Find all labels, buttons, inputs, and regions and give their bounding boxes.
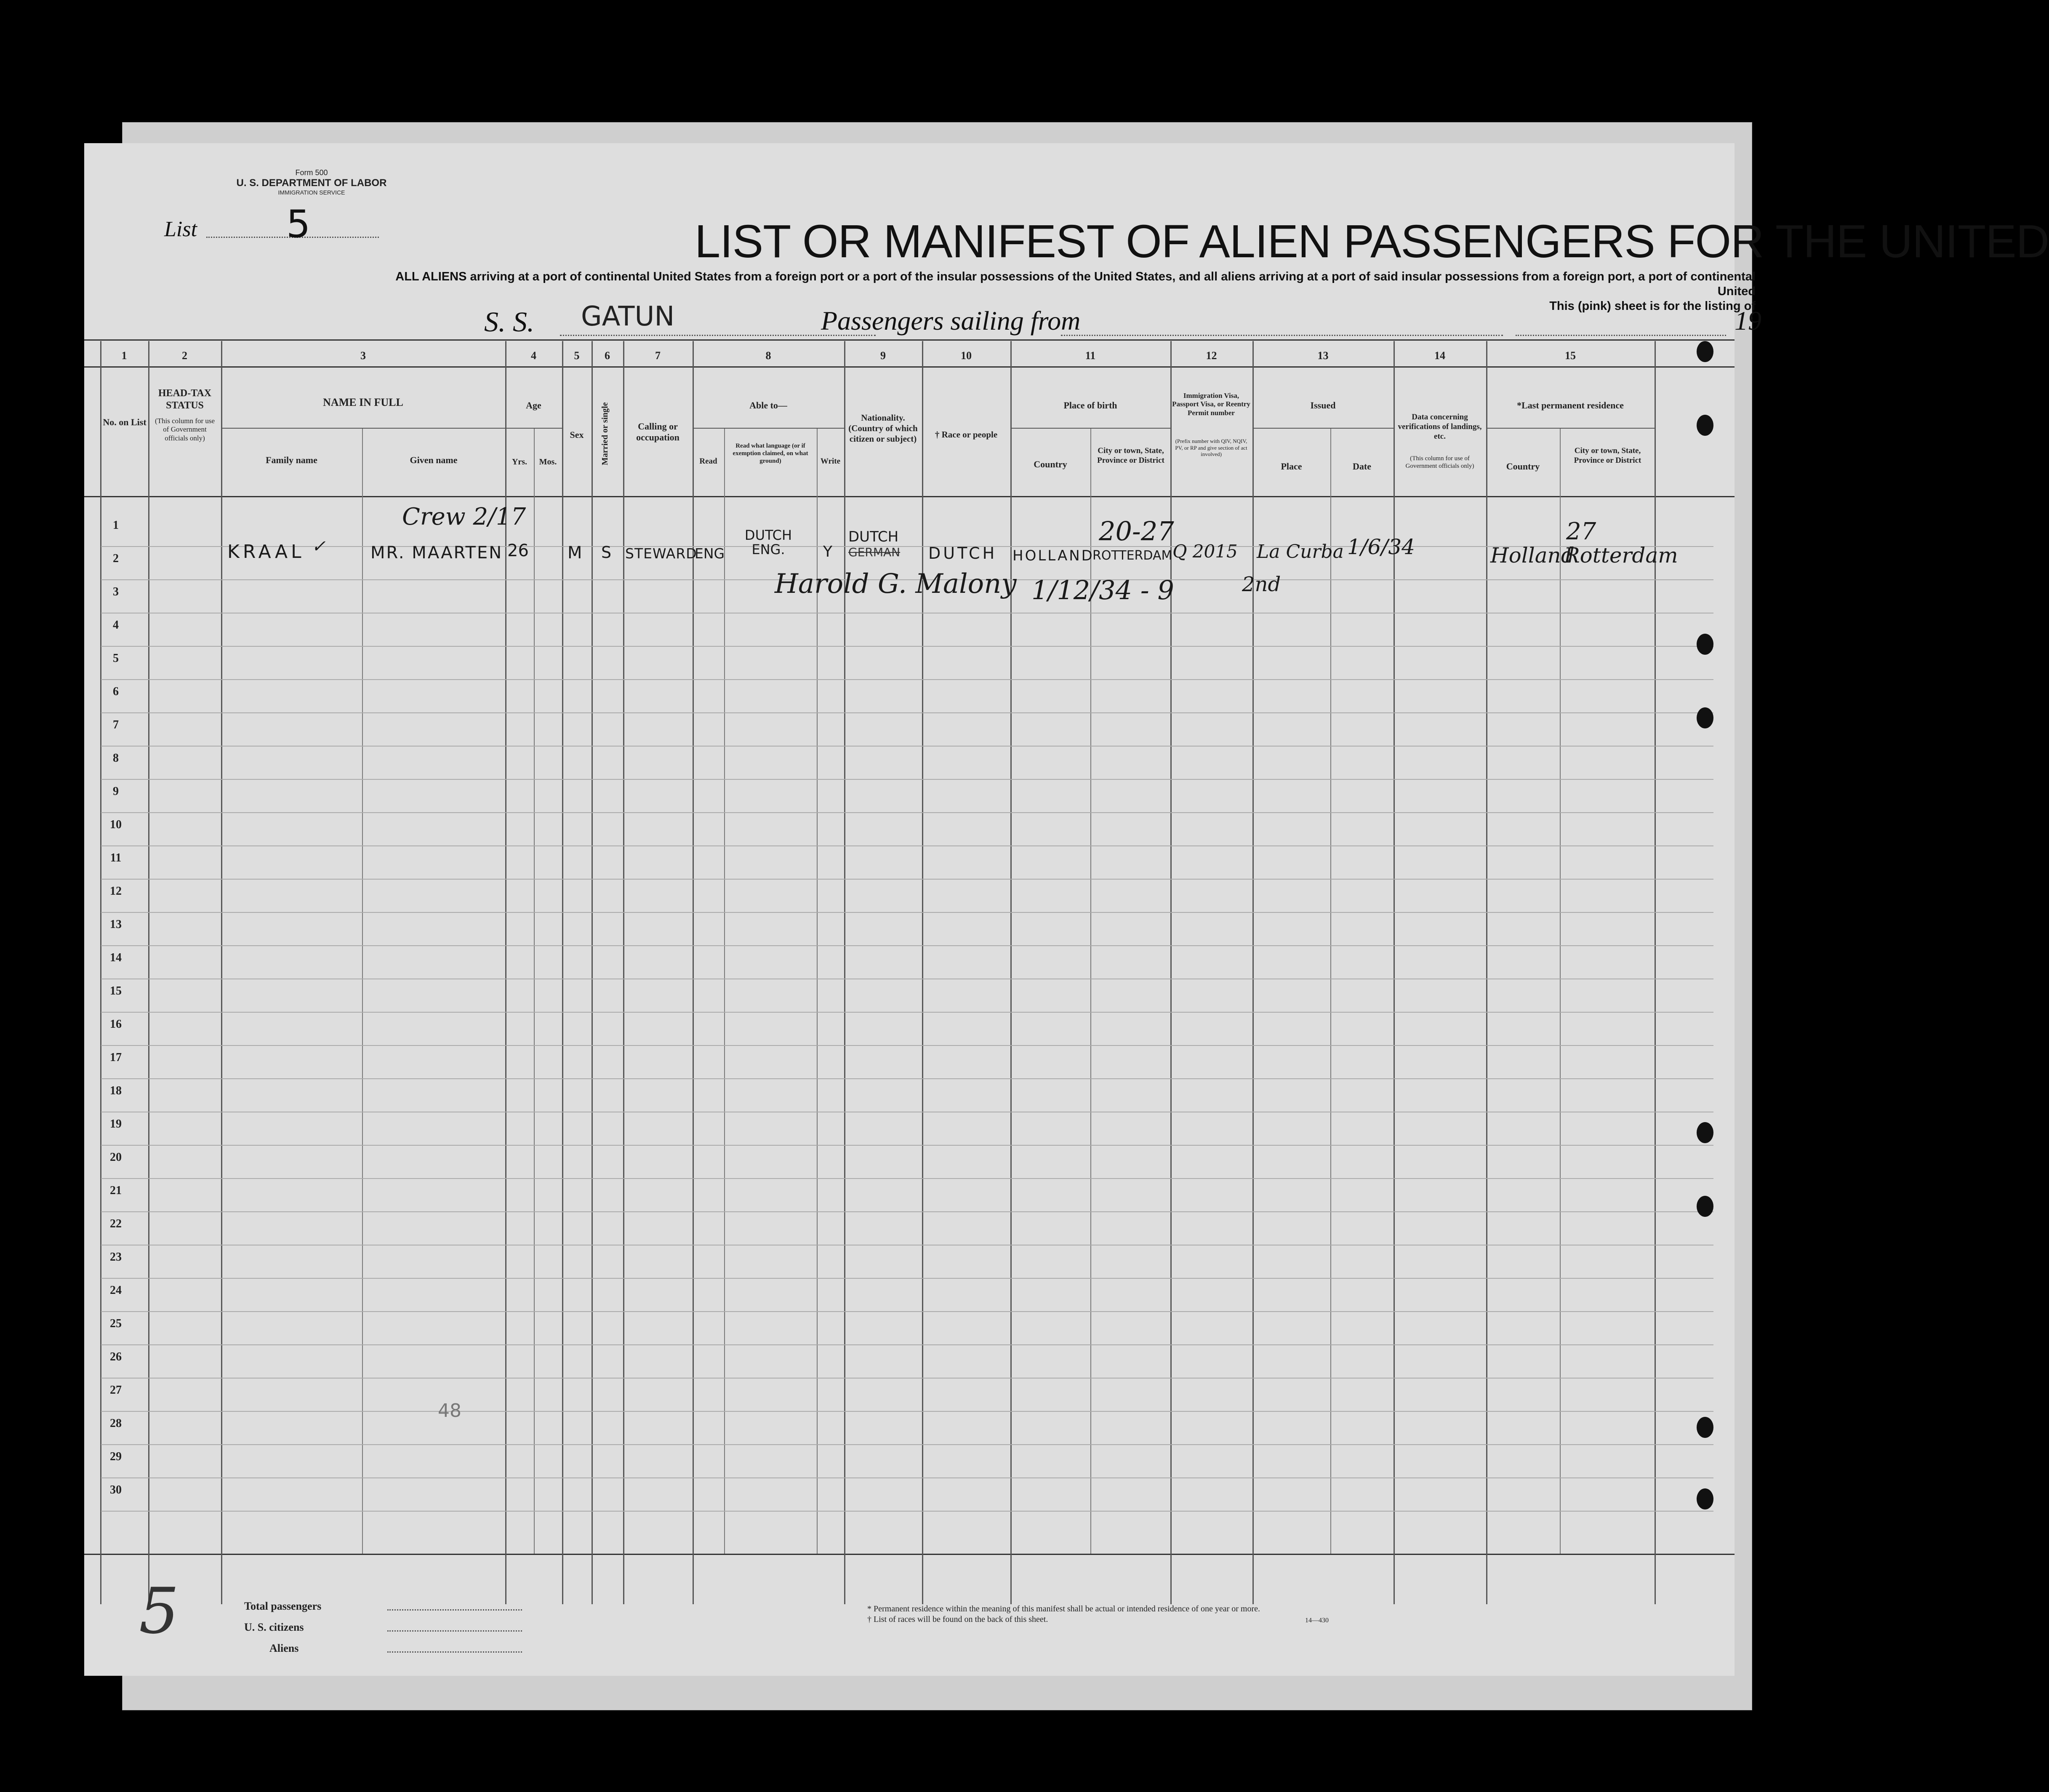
- header-residence-country: Country: [1506, 461, 1540, 472]
- entry-birth-note: 20-27: [1099, 516, 1174, 547]
- header-age: Age: [526, 400, 541, 411]
- footer-aliens-label: Aliens: [269, 1642, 299, 1654]
- footer-citizens-label: U. S. citizens: [244, 1621, 304, 1633]
- form-number: Form 500: [295, 168, 328, 177]
- col-rule: [724, 428, 725, 1554]
- entry-nationality: DUTCH: [848, 528, 899, 545]
- row-line: [101, 1444, 1713, 1445]
- colnum: 8: [765, 349, 771, 362]
- col-rule: [592, 341, 593, 1604]
- col-rule: [1394, 341, 1395, 1604]
- row-number: 23: [110, 1251, 122, 1264]
- col-rule: [1010, 341, 1012, 1604]
- col-rule: [1330, 428, 1331, 1554]
- row-line: [101, 679, 1713, 680]
- row-number: 29: [110, 1450, 122, 1463]
- col-rule: [1560, 428, 1561, 1554]
- entry-visa: Q 2015: [1172, 541, 1238, 562]
- row-line: [101, 1045, 1713, 1046]
- footer-total-label: Total passengers: [244, 1600, 322, 1612]
- colnum: 15: [1565, 349, 1576, 362]
- footer-aliens-line: [387, 1651, 522, 1653]
- row-number: 17: [110, 1051, 122, 1064]
- row-number: 5: [113, 652, 119, 665]
- header-nationality: Nationality. (Country of which citizen or subject): [848, 413, 918, 444]
- sailing-label: Passengers sailing from: [821, 306, 1081, 336]
- row-line: [101, 912, 1713, 913]
- margin-mark: 5: [139, 1575, 179, 1648]
- header-landings: Data concerning verifications of landings, etc.: [1398, 413, 1482, 441]
- row-number: 22: [110, 1217, 122, 1230]
- row-line: [101, 1477, 1713, 1478]
- table-grid: [84, 143, 1735, 1676]
- colnum: 13: [1317, 349, 1329, 362]
- footer-form-code: 14—430: [1305, 1617, 1329, 1624]
- entry-family-name: KRAAL: [227, 541, 305, 563]
- row-number: 1: [113, 519, 119, 532]
- header-visa-note: (Prefix number with QIV, NQIV, PV, or RP and give section of act involved): [1175, 438, 1247, 458]
- header-issued-date: Date: [1353, 461, 1371, 472]
- row-line: [101, 1278, 1713, 1279]
- col-rule: [505, 341, 506, 1604]
- col-rule: [562, 341, 563, 1604]
- header-head-tax-note: (This column for use of Government officials only): [155, 417, 215, 442]
- header-head-tax: HEAD-TAX STATUS: [158, 388, 212, 411]
- footer-citizens-line: [387, 1630, 522, 1632]
- row-line: [101, 1411, 1713, 1412]
- header-name-in-full: NAME IN FULL: [323, 396, 403, 408]
- row-number: 14: [110, 951, 122, 964]
- able-sub-rule: [693, 428, 844, 429]
- row-line: [101, 1078, 1713, 1079]
- entry-age: 26: [507, 541, 529, 560]
- row-number: 3: [113, 585, 119, 598]
- header-yrs: Yrs.: [512, 457, 528, 467]
- colnum: 7: [655, 349, 661, 362]
- entry-marital: S: [601, 543, 612, 562]
- entry-given-name: MR. MAARTEN: [370, 543, 503, 563]
- row-number: 30: [110, 1483, 122, 1496]
- col-rule: [362, 428, 363, 1554]
- table-top-rule: [84, 339, 1735, 341]
- header-mos: Mos.: [539, 457, 557, 467]
- row-number: 10: [110, 818, 122, 831]
- col-rule: [844, 341, 845, 1604]
- entry-birth-country: HOLLAND: [1013, 547, 1094, 564]
- row-number: 18: [110, 1084, 122, 1097]
- col-rule: [1486, 341, 1487, 1604]
- colnum: 11: [1085, 349, 1096, 362]
- signature-suffix: 2nd: [1242, 573, 1281, 596]
- row-number: 27: [110, 1384, 122, 1397]
- col-rule: [623, 341, 624, 1604]
- row-line: [101, 1012, 1713, 1013]
- entry-write: Y: [823, 543, 832, 560]
- row-number: 20: [110, 1151, 122, 1164]
- issued-sub-rule: [1252, 428, 1394, 429]
- row-line: [101, 779, 1713, 780]
- row-line: [101, 812, 1713, 813]
- row-line: [101, 1344, 1713, 1345]
- colnum: 14: [1434, 349, 1445, 362]
- entry-birth-city: ROTTERDAM: [1092, 548, 1172, 563]
- binder-hole: [1697, 634, 1713, 655]
- footnote-residence: * Permanent residence within the meaning of this manifest shall be actual or intended residence of one year or more.: [867, 1604, 1260, 1613]
- header-sex: Sex: [570, 429, 584, 440]
- entry-race: DUTCH: [928, 544, 997, 563]
- row-line: [101, 712, 1713, 713]
- entry-read: ENG: [695, 545, 725, 562]
- entry-crew-note: Crew 2/17: [402, 503, 526, 531]
- col-rule: [1655, 341, 1656, 1604]
- colnum: 9: [880, 349, 886, 362]
- binder-hole: [1697, 707, 1713, 728]
- row-number: 21: [110, 1184, 122, 1197]
- entry-residence-city: Rotterdam: [1564, 543, 1678, 568]
- year-label: 19: [1735, 306, 1761, 336]
- col-rule: [148, 341, 149, 1604]
- colnum: 1: [121, 349, 127, 362]
- row-line: [101, 845, 1713, 846]
- row-number: 26: [110, 1350, 122, 1363]
- col-rule: [534, 428, 535, 1554]
- row-line: [101, 546, 1713, 547]
- row-number: 16: [110, 1018, 122, 1031]
- row-line: [101, 879, 1713, 880]
- binder-hole: [1697, 415, 1713, 436]
- row-number: 4: [113, 619, 119, 632]
- list-label: List: [164, 217, 197, 241]
- entry-check-mark: ✓: [312, 537, 326, 556]
- header-family-name: Family name: [266, 455, 317, 465]
- row-number: 2: [113, 552, 119, 565]
- entry-occupation: STEWARD: [625, 545, 697, 562]
- manifest-sheet: [84, 143, 2049, 1676]
- ship-name: GATUN: [581, 301, 675, 332]
- signature-date: 1/12/34 - 9: [1031, 575, 1174, 605]
- list-number: 5: [286, 202, 311, 246]
- row-line: [101, 1145, 1713, 1146]
- department: U. S. DEPARTMENT OF LABOR: [236, 177, 387, 189]
- binder-hole: [1697, 341, 1713, 362]
- header-given-name: Given name: [410, 455, 458, 465]
- officer-signature: Harold G. Malony: [775, 568, 1017, 600]
- page-title: LIST OR MANIFEST OF ALIEN PASSENGERS FOR THE UNITED: [695, 216, 2049, 267]
- header-write: Write: [820, 457, 841, 466]
- binder-hole: [1697, 1122, 1713, 1143]
- header-issued: Issued: [1310, 400, 1336, 411]
- name-sub-rule: [221, 428, 505, 429]
- row-number: 28: [110, 1417, 122, 1430]
- birth-sub-rule: [1010, 428, 1170, 429]
- service: IMMIGRATION SERVICE: [278, 189, 345, 196]
- footnote-races: † List of races will be found on the back of this sheet.: [867, 1615, 1048, 1624]
- col-rule: [693, 341, 694, 1604]
- colnum: 6: [605, 349, 610, 362]
- colnum: 10: [961, 349, 972, 362]
- entry-read-language: DUTCH ENG.: [744, 527, 792, 557]
- header-last-residence: *Last permanent residence: [1517, 400, 1624, 411]
- colnum: 4: [531, 349, 536, 362]
- header-calling: Calling or occupation: [636, 421, 679, 443]
- row-line: [101, 1511, 1713, 1512]
- row-number: 8: [113, 752, 119, 765]
- row-line: [101, 1311, 1713, 1312]
- row-number: 15: [110, 984, 122, 997]
- entry-issued-date: 1/6/34: [1347, 535, 1415, 559]
- binder-hole: [1697, 1417, 1713, 1438]
- header-visa: Immigration Visa, Passport Visa, or Reentry Permit number: [1172, 392, 1250, 417]
- colnum: 2: [182, 349, 187, 362]
- binder-hole: [1697, 1488, 1713, 1509]
- ship-label: S. S.: [484, 306, 534, 338]
- residence-sub-rule: [1486, 428, 1655, 429]
- header-race: † Race or people: [935, 429, 998, 440]
- row-number: 13: [110, 918, 122, 931]
- age-sub-rule: [505, 428, 562, 429]
- row-number: 7: [113, 718, 119, 731]
- entry-sex: M: [568, 543, 582, 563]
- row-number: 19: [110, 1117, 122, 1131]
- row-line: [101, 1211, 1713, 1212]
- header-married: Married or single: [600, 402, 610, 465]
- row-line: [101, 1378, 1713, 1379]
- entry-issued-place: La Curba: [1257, 541, 1344, 563]
- subtitle-line-2: This (pink) sheet is for the listing of: [1549, 299, 1756, 313]
- row-line: [101, 646, 1713, 647]
- header-read: Read: [699, 457, 717, 466]
- row-line: [101, 1178, 1713, 1179]
- header-landings-note: (This column for use of Government officials only): [1405, 455, 1474, 469]
- row-number: 11: [110, 851, 122, 864]
- header-birth-city: City or town, State, Province or District: [1097, 446, 1164, 465]
- binder-hole: [1697, 1196, 1713, 1217]
- entry-residence-country: Holland: [1490, 543, 1575, 568]
- colnum: 12: [1206, 349, 1217, 362]
- header-read-language: Read what language (or if exemption claimed, on what ground): [733, 443, 808, 464]
- page-stamp: 48: [438, 1400, 461, 1421]
- col-rule: [1252, 341, 1254, 1604]
- row-number: 24: [110, 1284, 122, 1297]
- row-number: 25: [110, 1317, 122, 1330]
- entry-nationality-struck: GERMAN: [848, 545, 901, 559]
- entry-residence-note: 27: [1566, 518, 1596, 545]
- header-residence-city: City or town, State, Province or District: [1574, 446, 1641, 465]
- colnum: 3: [360, 349, 366, 362]
- header-birth-country: Country: [1034, 459, 1067, 469]
- footer-total-line: [387, 1609, 522, 1611]
- row-number: 6: [113, 685, 119, 698]
- col-rule: [221, 341, 222, 1604]
- header-place-of-birth: Place of birth: [1063, 400, 1117, 411]
- subtitle-line-1: ALL ALIENS arriving at a port of continental United States from a foreign port or a port of the insular possessions of the United States, and all aliens arriving at a port of said insular possessions from a foreign port, a port of continental United: [395, 270, 1756, 298]
- row-number: 12: [110, 885, 122, 898]
- header-no-on-list: No. on List: [103, 417, 147, 427]
- header-able-to: Able to—: [749, 400, 787, 411]
- row-line: [101, 945, 1713, 946]
- header-issued-place: Place: [1281, 461, 1302, 472]
- row-number: 9: [113, 785, 119, 798]
- col-rule: [922, 341, 923, 1604]
- row-line: [101, 746, 1713, 747]
- colnum: 5: [574, 349, 580, 362]
